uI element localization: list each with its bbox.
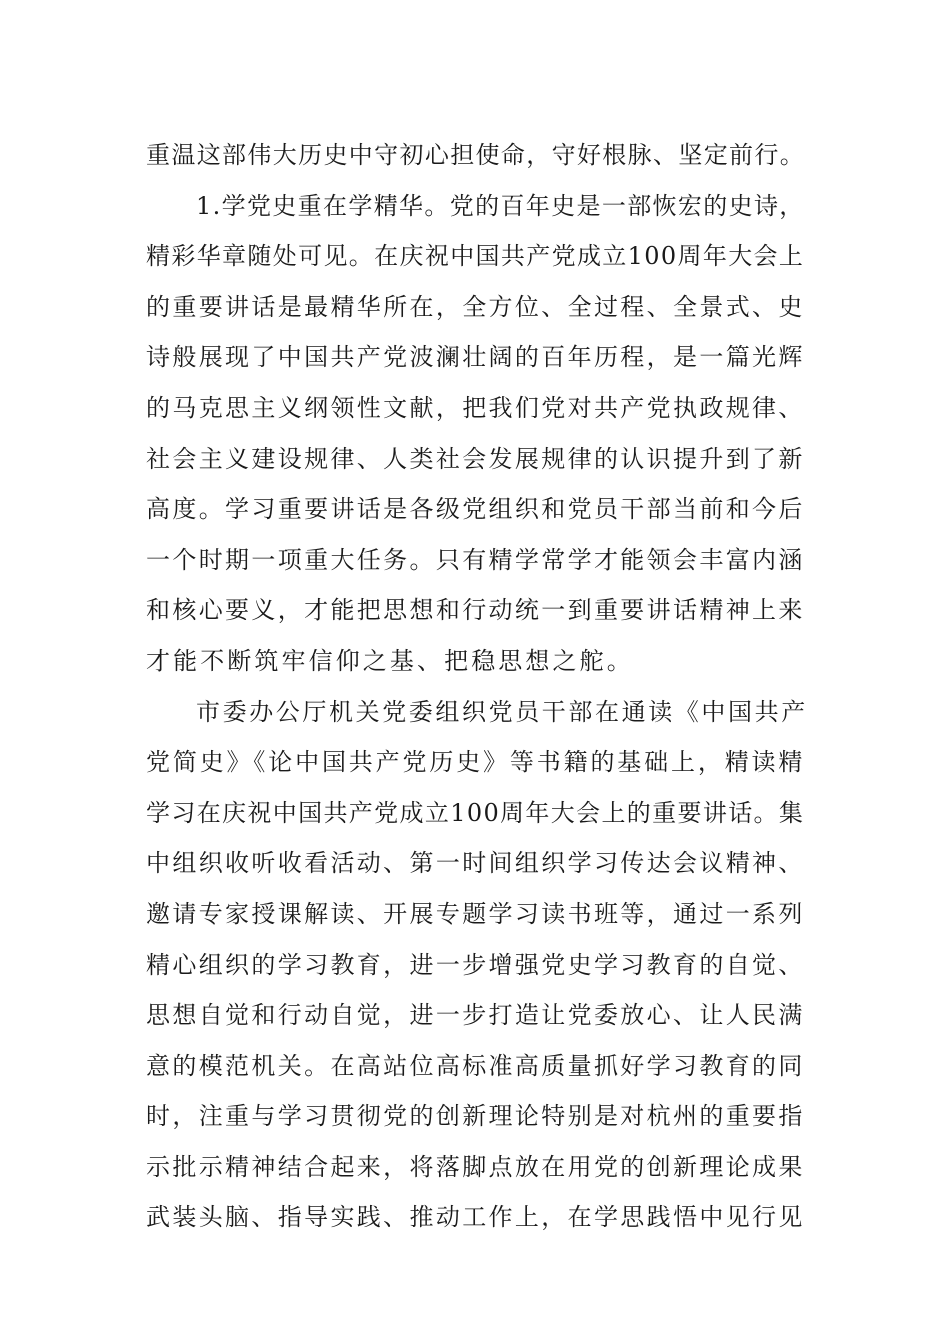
text-line: 精彩华章随处可见。在庆祝中国共产党成立100周年大会上 (146, 242, 805, 271)
text-line: 学习在庆祝中国共产党成立100周年大会上的重要讲话。集 (146, 798, 805, 827)
text-line: 诗般展现了中国共产党波澜壮阔的百年历程，是一篇光辉 (146, 343, 805, 372)
text-line: 党简史》《论中国共产党历史》等书籍的基础上，精读精 (146, 748, 806, 777)
text-line: 重温这部伟大历史中守初心担使命，守好根脉、坚定前行。 (146, 141, 806, 169)
text-line: 武装头脑、指导实践、推动工作上，在学思践悟中见行见 (146, 1203, 805, 1232)
text-line: 的马克思主义纲领性文献，把我们党对共产党执政规律、 (146, 393, 805, 422)
text-line: 的重要讲话是最精华所在，全方位、全过程、全景式、史 (146, 292, 805, 321)
text-line: 意的模范机关。在高站位高标准高质量抓好学习教育的同 (146, 1051, 805, 1080)
text-line: 1.学党史重在学精华。党的百年史是一部恢宏的史诗， (196, 191, 805, 220)
text-line: 精心组织的学习教育，进一步增强党史学习教育的自觉、 (146, 950, 805, 979)
text-line: 一个时期一项重大任务。只有精学常学才能领会丰富内涵 (146, 545, 805, 574)
text-line: 高度。学习重要讲话是各级党组织和党员干部当前和今后 (146, 495, 805, 524)
text-line: 示批示精神结合起来，将落脚点放在用党的创新理论成果 (146, 1152, 805, 1181)
text-line: 和核心要义，才能把思想和行动统一到重要讲话精神上来 (146, 596, 805, 625)
text-line: 邀请专家授课解读、开展专题学习读书班等，通过一系列 (146, 899, 805, 928)
text-line: 市委办公厅机关党委组织党员干部在通读《中国共产 (196, 697, 808, 726)
text-line: 思想自觉和行动自觉，进一步打造让党委放心、让人民满 (146, 1001, 805, 1030)
document-body (146, 130, 810, 1243)
text-line: 社会主义建设规律、人类社会发展规律的认识提升到了新 (146, 444, 805, 473)
text-line: 中组织收听收看活动、第一时间组织学习传达会议精神、 (146, 849, 805, 878)
text-line: 时，注重与学习贯彻党的创新理论特别是对杭州的重要指 (146, 1102, 805, 1131)
text-line: 才能不断筑牢信仰之基、把稳思想之舵。 (146, 646, 634, 675)
